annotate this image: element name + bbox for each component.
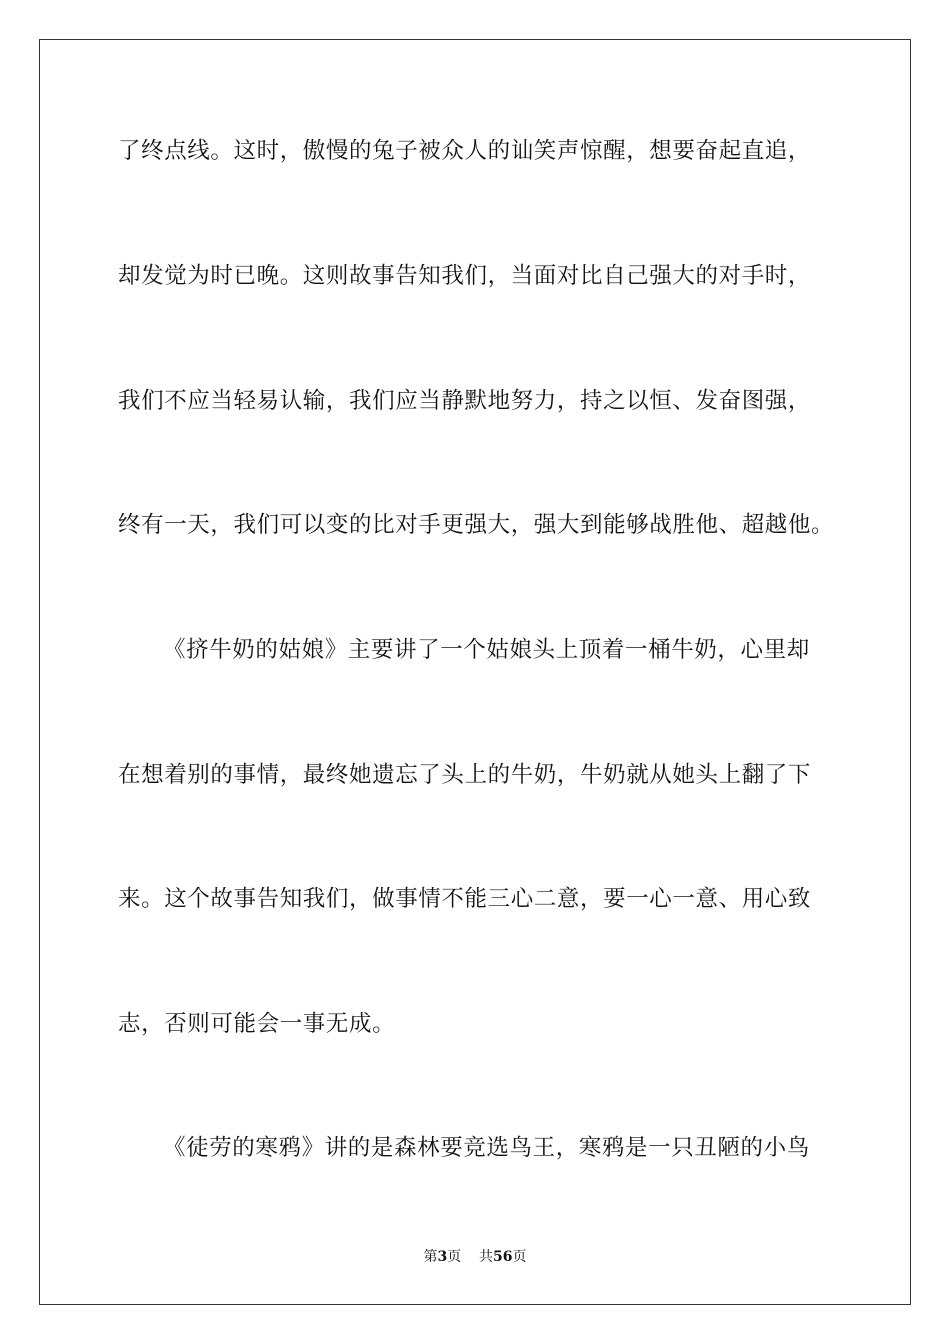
page-footer: [0, 1248, 950, 1266]
text-line: 来。这个故事告知我们，做事情不能三心二意，要一心一意、用心致: [118, 886, 812, 912]
paragraph-start-line: 《徒劳的寒鸦》讲的是森林要竞选鸟王，寒鸦是一只丑陋的小鸟: [163, 1135, 810, 1161]
text-line: 却发觉为时已晚。这则故事告知我们，当面对比自己强大的对手时，: [118, 263, 812, 289]
text-line: 志，否则可能会一事无成。: [118, 1011, 396, 1037]
total-suffix: 页: [512, 1249, 527, 1265]
page-number: 3: [437, 1249, 448, 1265]
text-line: 在想着别的事情，最终她遗忘了头上的牛奶，牛奶就从她头上翻了下: [118, 762, 812, 788]
text-line: 终有一天，我们可以变的比对手更强大，强大到能够战胜他、超越他。: [118, 512, 835, 538]
text-line: 了终点线。这时，傲慢的兔子被众人的讪笑声惊醒，想要奋起直追，: [118, 138, 812, 164]
total-pages: 56: [493, 1249, 513, 1265]
total-prefix: 共: [479, 1249, 494, 1265]
page-prefix: 第: [423, 1249, 438, 1265]
paragraph-start-line: 《挤牛奶的姑娘》主要讲了一个姑娘头上顶着一桶牛奶，心里却: [163, 637, 810, 663]
page-border: [39, 39, 911, 1305]
page-suffix: 页: [447, 1249, 462, 1265]
text-line: 我们不应当轻易认输，我们应当静默地努力，持之以恒、发奋图强，: [118, 388, 812, 414]
